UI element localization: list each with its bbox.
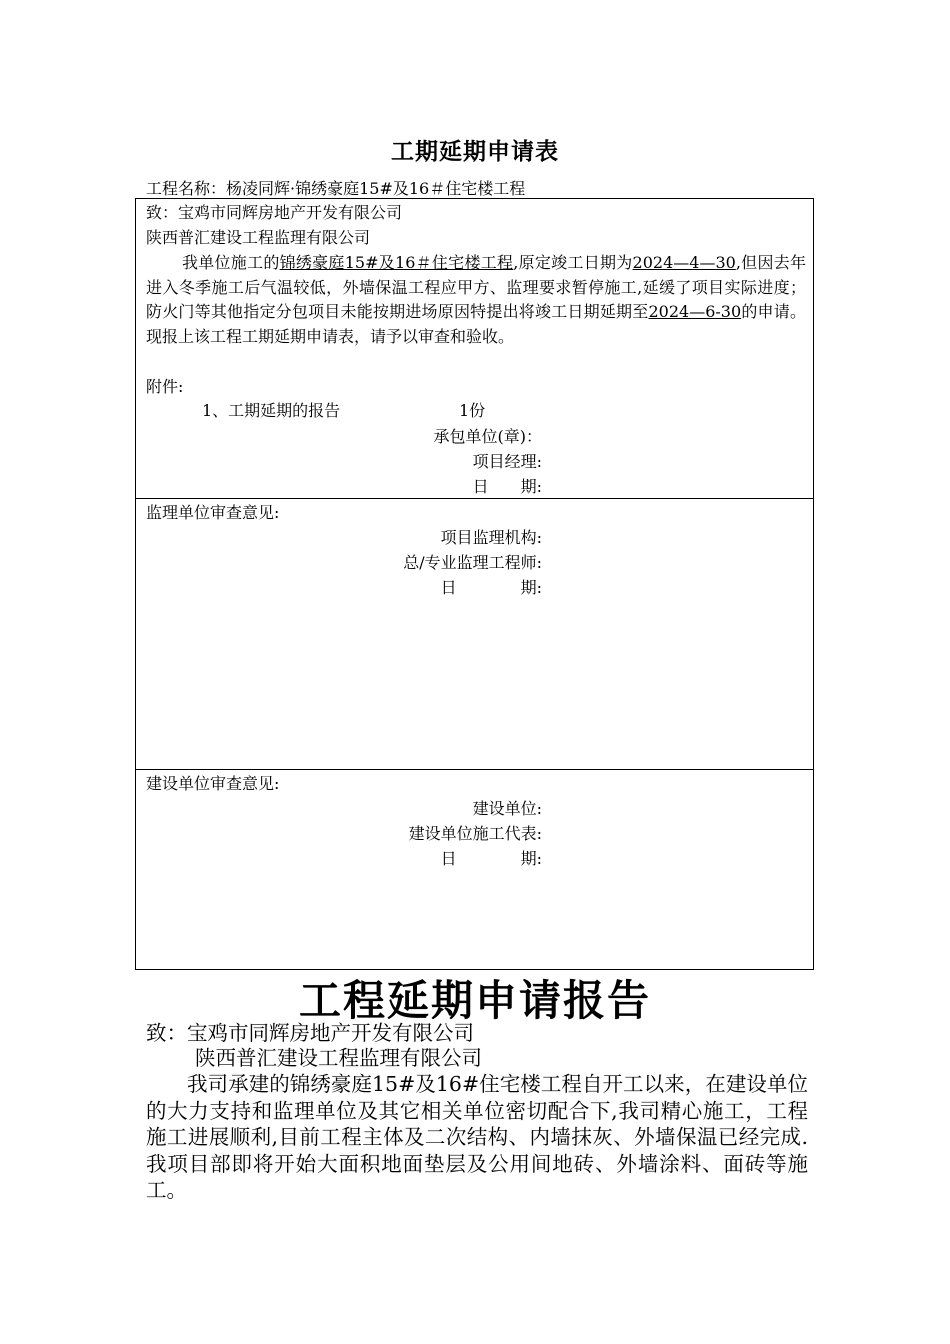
addressee-line-1: 致：宝鸡市同辉房地产开发有限公司	[146, 203, 403, 222]
supervision-title: 监理单位审查意见:	[146, 503, 280, 522]
divider	[136, 498, 813, 499]
project-manager-label: 项目经理:	[472, 452, 542, 471]
report-addressee-line-2: 陕西普汇建设工程监理有限公司	[195, 1046, 482, 1070]
report-body: 我司承建的锦绣豪庭15#及16#住宅楼工程自开工以来，在建设单位的大力支持和监理单位及其它相关单位密切配合下,我司精心施工，工程施工进展顺利,目前工程主体及二次结构、内墙抹灰、外墙保温已经完成.我项目部即将开始大面积地面垫层及公用间地砖、外墙涂料、面砖等施工。	[146, 1072, 808, 1202]
owner-title: 建设单位审查意见:	[146, 774, 280, 793]
owner-rep-label: 建设单位施工代表:	[408, 824, 542, 843]
attachment-label: 附件:	[146, 377, 184, 396]
original-completion-date: 2024—4—30	[632, 253, 736, 272]
supervision-engineer-label: 总/专业监理工程师:	[403, 553, 542, 572]
body-mid-1: ,原定竣工日期为	[513, 253, 633, 272]
application-form-table	[135, 198, 814, 970]
application-body	[146, 251, 806, 349]
body-project: 锦绣豪庭15#及16＃住宅楼工程	[279, 253, 514, 272]
supervision-date-label: 日 期:	[440, 578, 542, 597]
owner-unit-label: 建设单位:	[472, 799, 542, 818]
contractor-date-label: 日 期:	[472, 477, 542, 496]
report-addressee-line-1: 致：宝鸡市同辉房地产开发有限公司	[146, 1021, 474, 1045]
body-prefix: 我单位施工的	[182, 253, 280, 272]
attachment-item: 1、工期延期的报告	[202, 401, 341, 420]
owner-date-label: 日 期:	[440, 849, 542, 868]
supervision-org-label: 项目监理机构:	[440, 528, 542, 547]
project-name: 工程名称：杨凌同辉·锦绣豪庭15#及16＃住宅楼工程	[146, 179, 526, 198]
new-completion-date: 2024—6-30	[648, 302, 742, 321]
form-title: 工期延期申请表	[391, 138, 559, 165]
attachment-count: 1份	[459, 401, 486, 420]
body-suffix: 的申请。现报上该工程工期延期申请表，请予以审查和验收。	[146, 302, 806, 346]
body-mid-2: ,但因去年进入冬季施工后气温较低，外墙保温工程应甲方、监理要求暂停施工,延缓了项目实际进度；防火门等其他指定分包项目未能按期进场原因特提出将竣工日期延期至	[146, 253, 806, 321]
contractor-label: 承包单位(章)：	[433, 427, 542, 446]
addressee-line-2: 陕西普汇建设工程监理有限公司	[146, 228, 371, 247]
report-title: 工程延期申请报告	[298, 976, 651, 1025]
divider	[136, 769, 813, 770]
